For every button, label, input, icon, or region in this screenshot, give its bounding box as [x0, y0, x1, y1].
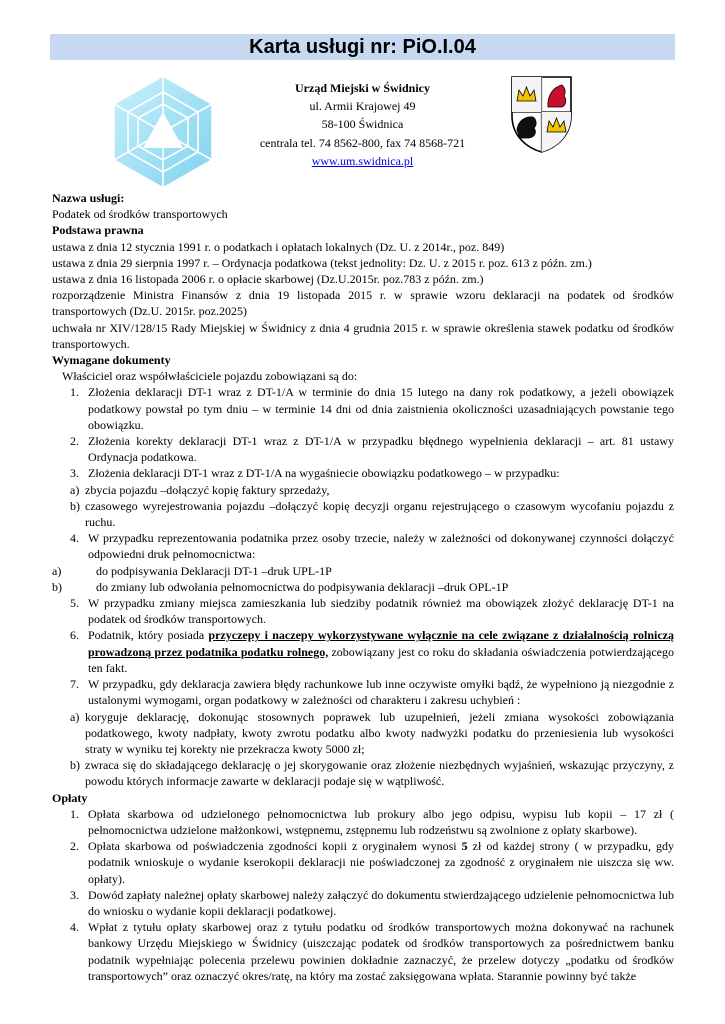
item-text: W przypadku reprezentowania podatnika przez osoby trzecie, należy w zależności od dokonywanej czynności dołączyć odpowiedni druk pełnomocnictwa: [88, 531, 674, 562]
item-text: Złożenia korekty deklaracji DT-1 wraz z DT-1/A w przypadku błędnego wypełnienia deklaracji – art. 81 ustawy Ordynacja podatkowa. [88, 434, 674, 465]
document-content [52, 190, 674, 984]
required-documents-intro: Właściciel oraz współwłaściciele pojazdu zobowiązani są do: [62, 369, 358, 384]
item-number: 7. [70, 677, 79, 692]
item-text-emphasis: przyczepy i naczepy wykorzystywane wyłącznie na cele związane z działalnością rolniczą prowadzoną przez podatnika podatku rolnego, [88, 628, 674, 659]
item-number: 3. [70, 466, 79, 481]
item-text-post: zł od każdej strony ( w przypadku, gdy podatnik wnioskuje o wydanie kserokopii deklaracji nie poświadczonej za zgodność z oryginałem nie uiszcza się ww. opłaty). [88, 839, 674, 886]
item-text: Dowód zapłaty należnej opłaty skarbowej należy załączyć do dokumentu stwierdzającego udzielenie pełnomocnictwa lub do wniosku o wydanie kopii deklaracji podatkowej. [88, 887, 674, 918]
city-coat-of-arms-icon [509, 74, 574, 154]
item-text [88, 838, 674, 887]
item-text: W przypadku, gdy deklaracja zawiera błędy rachunkowe lub inne oczywiste omyłki bądź, że wypełniono ją niezgodnie z ustalonymi wymogami, organ podatkowy w zależności od charakteru i zakresu uchybień : [88, 677, 674, 708]
legal-basis-item: uchwała nr XIV/128/15 Rady Miejskiej w Świdnicy z dnia 4 grudnia 2015 r. w sprawie określenia stawek podatku od środków transportowych. [52, 320, 674, 351]
item-text-pre: Opłata skarbowa od poświadczenia zgodności kopii z oryginałem wynosi [88, 839, 462, 854]
fee-item [52, 806, 674, 838]
item-number: 1. [70, 385, 79, 400]
legal-basis-item: rozporządzenie Ministra Finansów z dnia 19 listopada 2015 r. w sprawie wzoru deklaracji na podatek od środków transportowych (Dz.U. 2015r. poz.2025) [52, 288, 674, 319]
item-text: Złożenia deklaracji DT-1 wraz z DT-1/A na wygaśniecie obowiązku podatkowego – w przypadku: [88, 466, 560, 481]
item-number: 4. [70, 531, 79, 546]
document-item [52, 465, 674, 481]
required-documents-heading: Wymagane dokumenty [52, 353, 171, 368]
page-title: Karta usługi nr: PiO.I.04 [249, 36, 476, 58]
legal-basis-item: ustawa z dnia 12 stycznia 1991 r. o podatkach i opłatach lokalnych (Dz. U. z 2014r., poz. 849) [52, 239, 505, 254]
subitem-text: zbycia pojazdu –dołączyć kopię faktury sprzedaży, [85, 482, 330, 497]
fee-item [52, 887, 674, 919]
fees-heading: Opłaty [52, 790, 88, 805]
legal-basis-heading: Podstawa prawna [52, 223, 144, 238]
item-number: 1. [70, 806, 79, 821]
office-website-link[interactable]: www.um.swidnica.pl [311, 153, 414, 168]
hexagon-crystal-logo-icon [108, 72, 218, 192]
item-text: Opłata skarbowa od udzielonego pełnomocnictwa lub prokury albo jego odpisu, wypisu lub kopii – 17 zł ( pełnomocnictwa udzielone małżonkowi, wstępnemu, zstępnemu lub rodzeństwu są zwolnione z opłaty skarbowe). [88, 806, 674, 837]
subitem-text: do podpisywania Deklaracji DT-1 –druk UPL-1P [96, 563, 332, 578]
office-name: Urząd Miejski w Świdnicy [295, 81, 430, 95]
service-name-value: Podatek od środków transportowych [52, 207, 228, 222]
document-item [52, 384, 674, 433]
document-item [52, 595, 674, 627]
item-number: 2. [70, 434, 79, 449]
item-number: 6. [70, 628, 79, 643]
item-text: Wpłat z tytułu opłaty skarbowej oraz z tytułu podatku od środków transportowych można dokonywać na rachunek bankowy Urzędu Miejskiego w Świdnicy (uiszczając podatek od środków transportowych za pośrednictwem banku podatnik wypełniając polecenia przelewu powinien dokładnie zaznaczyć, że przelew dotyczy „podatku od środków transportowych” oraz oznaczyć okres/ratę, na który ma zostać zaksięgowana wpłata. Starannie powinny być także [88, 920, 674, 983]
document-item [52, 676, 674, 708]
legal-basis-item: ustawa z dnia 16 listopada 2006 r. o opłacie skarbowej (Dz.U.2015r. poz.783 z późn. zm.) [52, 272, 484, 287]
document-subitem [52, 482, 674, 498]
item-text [88, 627, 674, 676]
document-item [52, 530, 674, 562]
document-subitem [52, 709, 674, 758]
subitem-label: a) [70, 482, 80, 497]
item-number: 3. [70, 887, 79, 902]
item-text-pre: Podatnik, który posiada [88, 628, 209, 643]
item-text: Złożenia deklaracji DT-1 wraz z DT-1/A w terminie do dnia 15 lutego na dany rok podatkowy, a jeżeli obowiązek podatkowy powstał po tym dniu – w terminie 14 dni od dnia zaistnienia okoliczności uzasadniających powstanie tego obowiązku. [88, 385, 674, 432]
document-subitem [52, 579, 674, 595]
fee-item [52, 919, 674, 984]
item-text-post: zobowiązany jest co roku do składania oświadczenia potwierdzającego ten fakt. [88, 644, 674, 675]
item-number: 5. [70, 596, 79, 611]
legal-basis-item: ustawa z dnia 29 sierpnia 1997 r. – Ordynacja podatkowa (tekst jednolity: Dz. U. z 2015 r. poz. 613 z późn. zm.) [52, 255, 592, 270]
office-info [230, 79, 495, 170]
subitem-label: a) [70, 709, 80, 724]
subitem-label: a) [52, 563, 62, 578]
office-city: 58-100 Świdnica [321, 117, 404, 132]
item-number: 4. [70, 920, 79, 935]
subitem-text: do zmiany lub odwołania pełnomocnictwa do podpisywania deklaracji –druk OPL-1P [96, 579, 509, 594]
subitem-label: b) [52, 579, 62, 594]
subitem-text: zwraca się do składającego deklarację o jej skorygowanie oraz złożenie niezbędnych wyjaśnień, wskazując przyczyny, z powodu których informacje zawarte w deklaracji podaje się w wątpliwość. [85, 758, 674, 789]
title-bar [50, 34, 675, 60]
document-item [52, 433, 674, 465]
service-name-heading: Nazwa usługi: [52, 191, 125, 205]
item-text: W przypadku zmiany miejsca zamieszkania lub siedziby podatnik również ma obowiązek złożyć deklarację DT-1 na podatek od środków transportowych. [88, 596, 674, 627]
subitem-label: b) [70, 498, 80, 513]
item-number: 2. [70, 839, 79, 854]
document-subitem [52, 757, 674, 789]
subitem-text: koryguje deklarację, dokonując stosownych poprawek lub uzupełnień, jeżeli zmiana wysokości zobowiązania podatkowego, kwoty nadpłaty, kwoty zwrotu podatku albo kwoty nadwyżki podatku do przeniesienia lub wysokości straty w wyniku tej korekty nie przekracza kwoty 5000 zł; [85, 709, 674, 756]
document-subitem [52, 563, 674, 579]
office-phone-fax: centrala tel. 74 8562-800, fax 74 8568-721 [259, 135, 466, 150]
document-item [52, 627, 674, 676]
fee-item [52, 838, 674, 887]
item-text-emphasis: 5 [461, 839, 468, 854]
office-street: ul. Armii Krajowej 49 [309, 99, 416, 114]
document-subitem [52, 498, 674, 530]
subitem-label: b) [70, 758, 80, 773]
subitem-text: czasowego wyrejestrowania pojazdu –dołączyć kopię decyzji organu rejestrującego o czasowym wycofaniu pojazdu z ruchu. [85, 498, 674, 530]
